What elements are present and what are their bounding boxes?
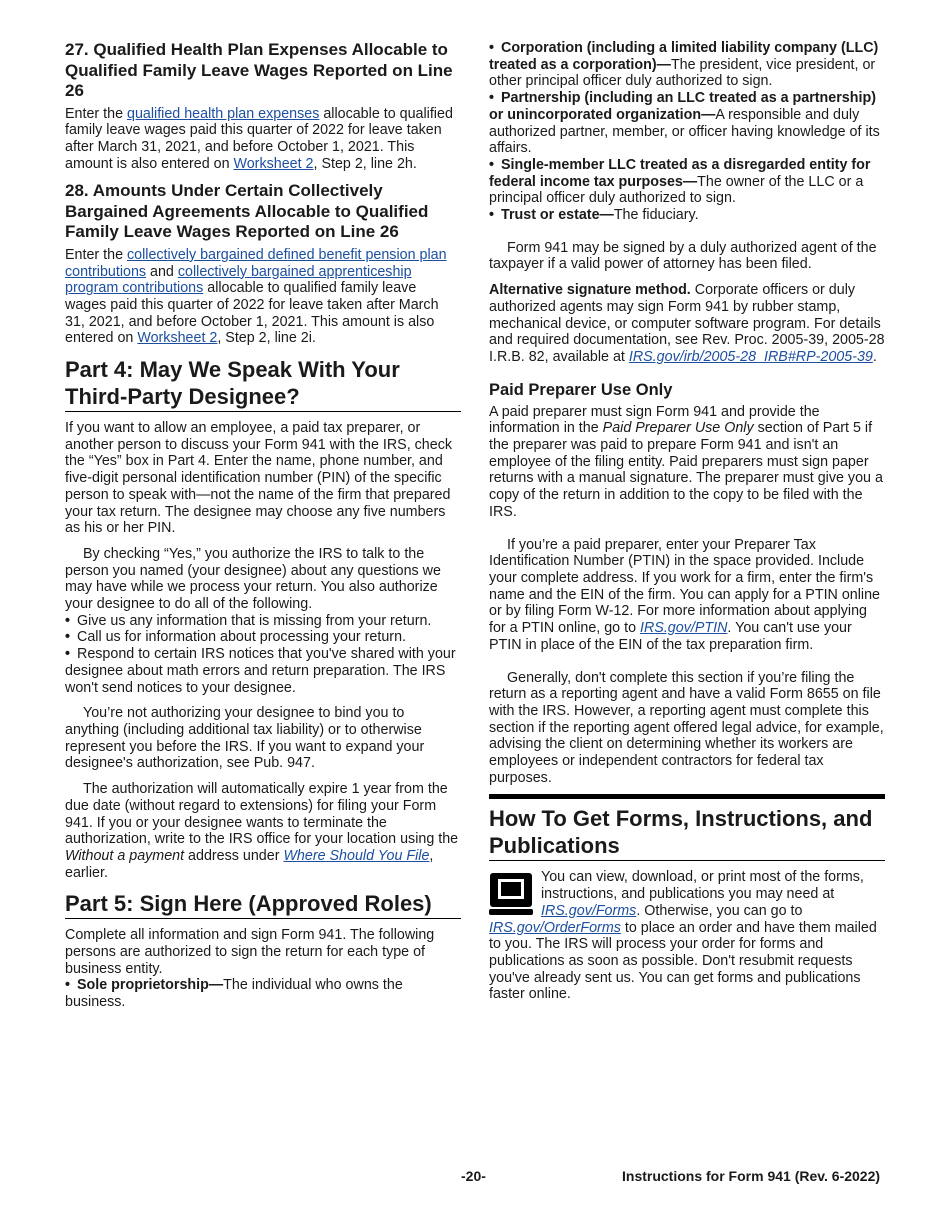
- list-item: • Respond to certain IRS notices that you've shared with your designee about math errors and return preparation. The IRS won't send notices to your designee.: [65, 646, 461, 696]
- worksheet-2-link[interactable]: Worksheet 2: [137, 330, 218, 347]
- list-item: • Sole proprietorship—The individual who owns the business.: [65, 977, 461, 1010]
- part-4-paragraph: If you want to allow an employee, a paid tax preparer, or another person to discuss your Form 941 with the IRS, check the “Yes” box in Part 4. Enter the name, phone number, and five-digit personal identification number (PIN) of the specific person to speak with—not the name of the firm that prepared your tax return. The designee may choose any five numbers as his or her PIN.: [65, 420, 452, 537]
- where-should-you-file-link[interactable]: Where Should You File: [283, 847, 430, 864]
- section-28-text: Enter the collectively bargained defined benefit pension plan contributions and collectively bargained apprenticeship program contributions allocable to qualified family leave wages paid this quarter of 2022 for leave taken after March 31, 2021, and before October 1, 2021. This amount is also entered on Worksheet 2, Step 2, line 2i.: [65, 246, 447, 347]
- left-column: [65, 40, 461, 1011]
- list-item: • Give us any information that is missing from your return.: [65, 613, 461, 630]
- section-27-heading: 27. Qualified Health Plan Expenses Allocable to Qualified Family Leave Wages Reported on Line 26: [65, 40, 453, 100]
- how-to-get-forms-paragraph: You can view, download, or print most of the forms, instructions, and publications you may need at IRS.gov/Forms. Otherwise, you can go to IRS.gov/OrderForms to place an order and have them mailed to you. The IRS will process your order for forms and publications as soon as possible. Don't resubmit requests you've already sent us. You can get forms and publications faster online.: [489, 869, 877, 1003]
- part-5-paragraph: Complete all information and sign Form 941. The following persons are authorized to sign the return for each type of business entity.: [65, 927, 435, 977]
- paid-preparer-heading: Paid Preparer Use Only: [489, 380, 673, 399]
- right-column: [489, 40, 885, 1012]
- agent-paragraph: Form 941 may be signed by a duly authorized agent of the taxpayer if a valid power of attorney has been filed.: [489, 239, 877, 273]
- list-item: • Trust or estate—The fiduciary.: [489, 207, 885, 224]
- list-item: • Corporation (including a limited liability company (LLC) treated as a corporation)—The president, vice president, or other principal officer duly authorized to sign.: [489, 40, 885, 90]
- part-5-heading: Part 5: Sign Here (Approved Roles): [65, 890, 461, 919]
- part-4-paragraph: You’re not authorizing your designee to bind you to anything (including additional tax liability) or to otherwise represent you before the IRS. If you want to expand your designee's authorization, see Pub. 947.: [65, 705, 425, 772]
- part-4-paragraph: The authorization will automatically expire 1 year from the due date (without regard to extensions) for filing your Form 941. If you or your designee wants to terminate the authorization, write to the IRS office for your location using the Without a payment address under Where Should You File, earlier.: [65, 781, 459, 881]
- section-27-text: Enter the qualified health plan expenses allocable to qualified family leave wages paid this quarter of 2022 for leave taken after March 31, 2021, and before October 1, 2021. This amount is also entered on Worksheet 2, Step 2, line 2h.: [65, 105, 453, 172]
- alternative-signature-paragraph: Alternative signature method. Corporate officers or duly authorized agents may sign Form 941 by rubber stamp, mechanical device, or computer software program. For details and required documentation, see Rev. Proc. 2005-39, 2005-28 I.R.B. 82, available at IRS.gov/irb/2005-28_IRB#RP-2005-39.: [489, 282, 885, 365]
- paid-preparer-paragraph: Generally, don't complete this section if you’re filing the return as a reporting agent and have a valid Form 8655 on file with the IRS. However, a reporting agent must complete this section if the reporting agent offered legal advice, for example, advising the client on determining whether its workers are employees or independent contractors for federal tax purposes.: [489, 669, 884, 786]
- list-item: • Single-member LLC treated as a disregarded entity for federal income tax purposes—The owner of the LLC or a principal officer duly authorized to sign.: [489, 157, 885, 207]
- part-4-heading: Part 4: May We Speak With Your Third-Party Designee?: [65, 356, 461, 412]
- irs-forms-link[interactable]: IRS.gov/Forms: [541, 902, 637, 919]
- list-item: • Call us for information about processing your return.: [65, 629, 461, 646]
- worksheet-2-link[interactable]: Worksheet 2: [233, 155, 314, 172]
- paid-preparer-paragraph: A paid preparer must sign Form 941 and provide the information in the Paid Preparer Use Only section of Part 5 if the preparer was paid to prepare Form 941 and isn't an employee of the filing entity. Paid preparers must sign paper returns with a manual signature. The preparer must give you a copy of the return in addition to the copy to be filed with the IRS.: [489, 403, 883, 520]
- order-forms-link[interactable]: IRS.gov/OrderForms: [489, 919, 621, 936]
- apprenticeship-contributions-link[interactable]: collectively bargained apprenticeship program contributions: [65, 263, 412, 297]
- part-4-paragraph: By checking “Yes,” you authorize the IRS to talk to the person you named (your designee) about any questions we may have while we process your return. You also authorize your designee to do all of the following.: [65, 545, 441, 613]
- qualified-health-plan-expenses-link[interactable]: qualified health plan expenses: [127, 105, 320, 122]
- list-item: • Partnership (including an LLC treated as a partnership) or unincorporated organization—A responsible and duly authorized partner, member, or officer having knowledge of its affairs.: [489, 90, 885, 157]
- rev-proc-link[interactable]: IRS.gov/irb/2005-28_IRB#RP-2005-39: [628, 348, 873, 365]
- page-number: -20-: [461, 1168, 486, 1184]
- form-title-footer: Instructions for Form 941 (Rev. 6-2022): [622, 1168, 881, 1184]
- ptin-link[interactable]: IRS.gov/PTIN: [640, 620, 728, 637]
- how-to-get-forms-heading: How To Get Forms, Instructions, and Publications: [489, 794, 885, 861]
- paid-preparer-paragraph: If you’re a paid preparer, enter your Preparer Tax Identification Number (PTIN) in the space provided. Include your complete address. If you work for a firm, enter the firm's name and the EIN of the firm. You can apply for a PTIN online or by filing Form W-12. For more information about applying for a PTIN online, go to IRS.gov/PTIN. You can't use your PTIN in place of the EIN of the tax preparation firm.: [489, 536, 881, 653]
- computer-icon: [489, 872, 533, 916]
- pension-plan-contributions-link[interactable]: collectively bargained defined benefit pension plan contributions: [65, 246, 447, 280]
- section-28-heading: 28. Amounts Under Certain Collectively Bargained Agreements Allocable to Qualified Family Leave Wages Reported on Line 26: [65, 181, 429, 242]
